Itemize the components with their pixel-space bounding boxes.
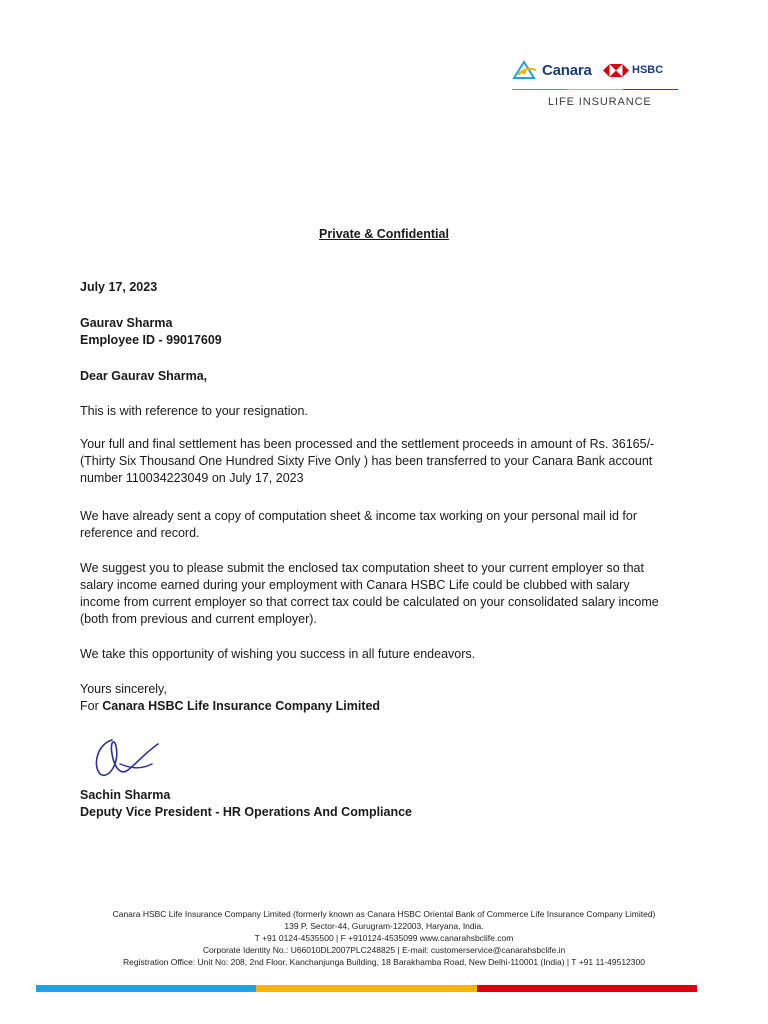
paragraph: We have already sent a copy of computation sheet & income tax working on your personal mail id for reference and record.	[80, 509, 638, 540]
brand-canara: Canara	[542, 62, 592, 79]
logo-color-rule	[512, 89, 678, 90]
footer-color-bar	[36, 985, 697, 992]
footer-line: Corporate Identity No.: U66010DL2007PLC248825 | E-mail: customerservice@canarahsbclife.in	[202, 945, 566, 955]
company-logo	[508, 56, 678, 112]
employee-id: Employee ID - 99017609	[80, 333, 222, 347]
letter-date: July 17, 2023	[80, 280, 158, 294]
footer-line: Registration Office: Unit No: 208, 2nd Floor, Kanchanjunga Building, 18 Barakhamba Road, New Delhi-110001 (India) | T +91 11-49512300	[123, 957, 645, 967]
page-heading: Private & Confidential	[319, 227, 449, 241]
company-signoff	[80, 698, 680, 715]
footer-line: Canara HSBC Life Insurance Company Limited (formerly known as Canara HSBC Oriental Bank of Commerce Life Insurance Company Limited)	[112, 909, 656, 919]
salutation: Dear Gaurav Sharma,	[80, 369, 208, 383]
paragraph: We suggest you to please submit the enclosed tax computation sheet to your current employer so that salary income earned during your employment with Canara HSBC Life could be clubbed with salary income from current employer so that correct tax could be calculated on your consolidated salary income (both from previous and current employer).	[80, 561, 659, 626]
recipient-name: Gaurav Sharma	[80, 316, 173, 330]
brand-subtitle: LIFE INSURANCE	[548, 96, 652, 108]
company-name: Canara HSBC Life Insurance Company Limited	[102, 699, 381, 713]
canara-swirl-icon	[512, 58, 540, 84]
footer-line: T +91 0124-4535500 | F +910124-4535099 www.canarahsbclife.com	[254, 933, 514, 943]
signatory-name: Sachin Sharma	[80, 788, 171, 802]
signatory-title: Deputy Vice President - HR Operations And Compliance	[80, 805, 413, 819]
paragraph: This is with reference to your resignation.	[80, 404, 308, 418]
footer	[0, 908, 768, 968]
signature	[90, 734, 170, 782]
paragraph: Your full and final settlement has been processed and the settlement proceeds in amount of Rs. 36165/- (Thirty Six Thousand One Hundred Sixty Five Only ) has been transferred to your Canara Bank account number 110034223049 on July 17, 2023	[80, 437, 655, 485]
for-prefix: For	[80, 699, 99, 713]
hsbc-hexagon-icon	[603, 64, 629, 77]
paragraph: We take this opportunity of wishing you success in all future endeavors.	[80, 647, 476, 661]
brand-hsbc: HSBC	[632, 64, 664, 76]
footer-line: 139 P, Sector-44, Gurugram-122003, Haryana, India.	[284, 921, 484, 931]
closing: Yours sincerely,	[80, 682, 167, 696]
